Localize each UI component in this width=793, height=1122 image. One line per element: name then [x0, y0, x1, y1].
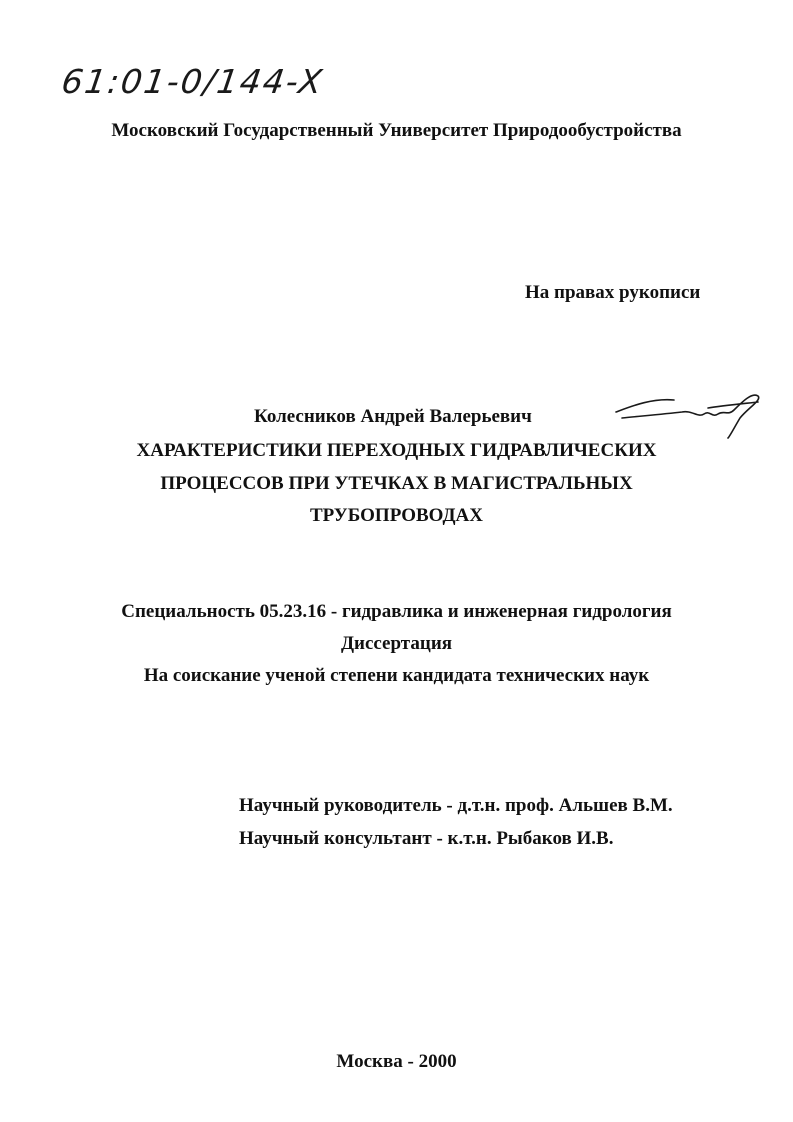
author-name: Колесников Андрей Валерьевич: [254, 406, 532, 427]
thesis-title-line-1: ХАРАКТЕРИСТИКИ ПЕРЕХОДНЫХ ГИДРАВЛИЧЕСКИХ: [136, 440, 657, 461]
degree-line: На соискание ученой степени кандидата технических наук: [143, 665, 650, 686]
handwritten-signature-icon: [612, 388, 762, 440]
rights-note: На правах рукописи: [525, 282, 701, 303]
document-type: Диссертация: [340, 633, 453, 654]
university-name: Московский Государственный Университет Природообустройства: [111, 120, 682, 141]
city-year: Москва - 2000: [336, 1051, 457, 1072]
thesis-title-line-3: ТРУБОПРОВОДАХ: [309, 505, 484, 526]
archive-code-handwritten: 61:01-0/144-X: [59, 62, 327, 101]
thesis-title-line-2: ПРОЦЕССОВ ПРИ УТЕЧКАХ В МАГИСТРАЛЬНЫХ: [160, 473, 633, 494]
specialty-line: Специальность 05.23.16 - гидравлика и инженерная гидрология: [121, 601, 672, 622]
scientific-consultant: Научный консультант - к.т.н. Рыбаков И.В.: [239, 828, 614, 849]
scientific-advisor: Научный руководитель - д.т.н. проф. Альшев В.М.: [239, 795, 673, 816]
